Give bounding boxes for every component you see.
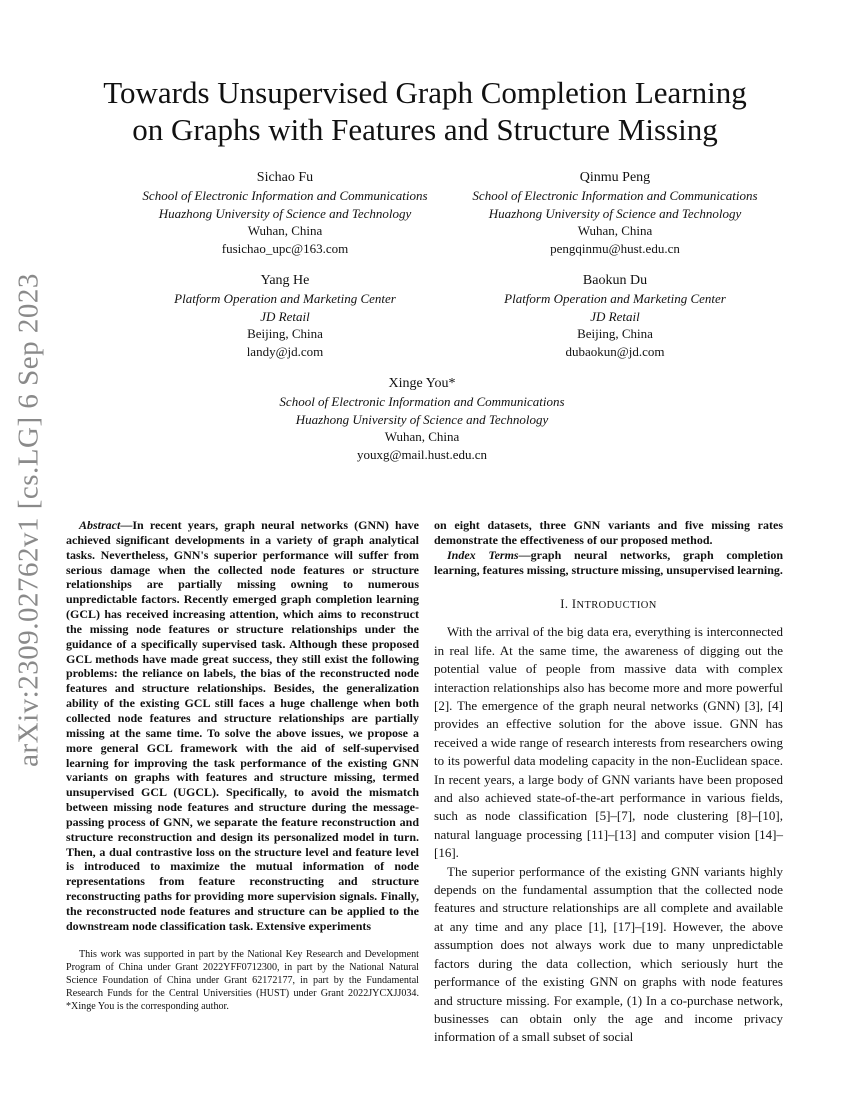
author-name: Sichao Fu [256,170,314,185]
author-email: dubaokun@jd.com [565,343,665,359]
author-email: pengqinmu@hust.edu.cn [550,240,680,256]
intro-paragraph-1: With the arrival of the big data era, everything is interconnected in real life. At the same time, the awareness of digging out the potential value of people from massive data with complex interaction relationships also has become more and more powerful [2]. The emergence of the graph neural networks (GNN) [3], [4] provides an effective solution for the above issue. GNN has received a wide range of research interests from researchers owing to its powerful data modeling capacity in the non-Euclidean space. In recent years, a large body of GNN variants have been proposed and also achieved state-of-the-art performance in various fields, such as node classification [5]–[7], node clustering [8]–[10], natural language processing [11]–[13] and computer vision [14]–[16]. [434,624,783,861]
section-numeral: I. I [560,597,577,612]
author-affiliation: School of Electronic Information and Communications [279,394,565,409]
right-column [434,518,783,1047]
abstract-paragraph [66,518,419,934]
left-column [66,518,419,1013]
author-name: Qinmu Peng [579,170,651,185]
author-email: youxg@mail.hust.edu.cn [356,446,488,462]
author-block-baokun-du [415,272,815,360]
abstract-lead: Abstract [79,518,121,532]
author-affiliation: School of Electronic Information and Communications [472,188,758,203]
paper-title [0,74,850,148]
section-heading-introduction [434,597,783,612]
author-affiliation: Platform Operation and Marketing Center [174,291,396,306]
author-institution: Huazhong University of Science and Technology [295,411,549,427]
author-location: Wuhan, China [577,223,653,238]
author-block-xinge-you [222,375,622,463]
title-line-2: on Graphs with Features and Structure Missing [132,112,718,147]
intro-paragraph-2: The superior performance of the existing GNN variants highly depends on the fundamental assumption that the collected node features and structure relationships are all complete and available at any time and any place [1], [17]–[19]. However, the above assumption does not always work due to many unpredictable factors during the data collection, which seriously hurt the performance of the existing GNN on graphs with node features and structure missing. For example, (1) In a co-purchase network, businesses can obtain only the age and income privacy information of a small subset of social [434,863,783,1045]
funding-footnote: This work was supported in part by the National Key Research and Development Program of China under Grant 2022YFF0712300, in part by the National Natural Science Foundation of China under Grant 62172177, in part by the Fundamental Research Funds for the Central Universities (HUST) under Grant 2022JYCXJJ034. *Xinge You is the corresponding author. [66,948,419,1012]
title-line-1: Towards Unsupervised Graph Completion Learning [103,75,747,110]
author-location: Wuhan, China [384,429,460,444]
author-name: Baokun Du [582,273,648,288]
arxiv-identifier-stamp: arXiv:2309.02762v1 [cs.LG] 6 Sep 2023 [12,273,45,767]
author-affiliation: School of Electronic Information and Communications [142,188,428,203]
index-terms-lead: Index Terms [447,547,519,562]
author-name: Xinge You* [388,376,456,391]
abstract-continuation: on eight datasets, three GNN variants and five missing rates demonstrate the effectiveness of our proposed method. [434,518,783,547]
abstract-body: —In recent years, graph neural networks (GNN) have achieved significant developments in a variety of graph analytical tasks. Nevertheless, GNN's superior performance will suffer from serious damage when the collected node features or structure relationships are partially missing owning to numerous unpredictable factors. Recently emerged graph completion learning (GCL) has received increasing attention, which aims to reconstruct the missing node features or structure relationships under the guidance of a specifically supervised task. Although these proposed GCL methods have made great success, they still exist the following problems: the reliance on labels, the bias of the reconstructed node features and structure relationships. Besides, the generalization ability of the existing GCL still faces a huge challenge when both collected node features and structure relationships are partially missing at the same time. To solve the above issues, we propose a more general GCL framework with the aid of self-supervised learning for improving the task performance of the existing GNN variants on graphs with features and structure missing, termed unsupervised GCL (UGCL). Specifically, to avoid the mismatch between missing node features and structure during the message-passing process of GNN, we separate the feature reconstruction and structure reconstruction and design its personalized model in turn. Then, a dual contrastive loss on the structure level and feature level is introduced to maximize the mutual information of node representations from feature reconstructing and structure reconstructing paths for providing more supervision signals. Finally, the reconstructed node features and structure can be applied to the downstream node classification task. Extensive experiments [66,518,419,933]
author-email: landy@jd.com [246,343,324,359]
author-location: Wuhan, China [247,223,323,238]
author-institution: Huazhong University of Science and Technology [158,205,412,221]
author-email: fusichao_upc@163.com [221,240,349,256]
index-terms-body: —graph neural networks, graph completion learning, features missing, structure missing, unsupervised learning. [434,547,783,577]
author-location: Beijing, China [247,326,323,341]
index-terms [434,548,783,578]
section-title: NTRODUCTION [576,600,657,612]
author-affiliation: Platform Operation and Marketing Center [504,291,726,306]
author-institution: JD Retail [260,308,310,324]
author-institution: Huazhong University of Science and Technology [488,205,742,221]
author-block-qinmu-peng [415,169,815,257]
author-location: Beijing, China [577,326,653,341]
author-institution: JD Retail [590,308,640,324]
author-name: Yang He [260,273,310,288]
